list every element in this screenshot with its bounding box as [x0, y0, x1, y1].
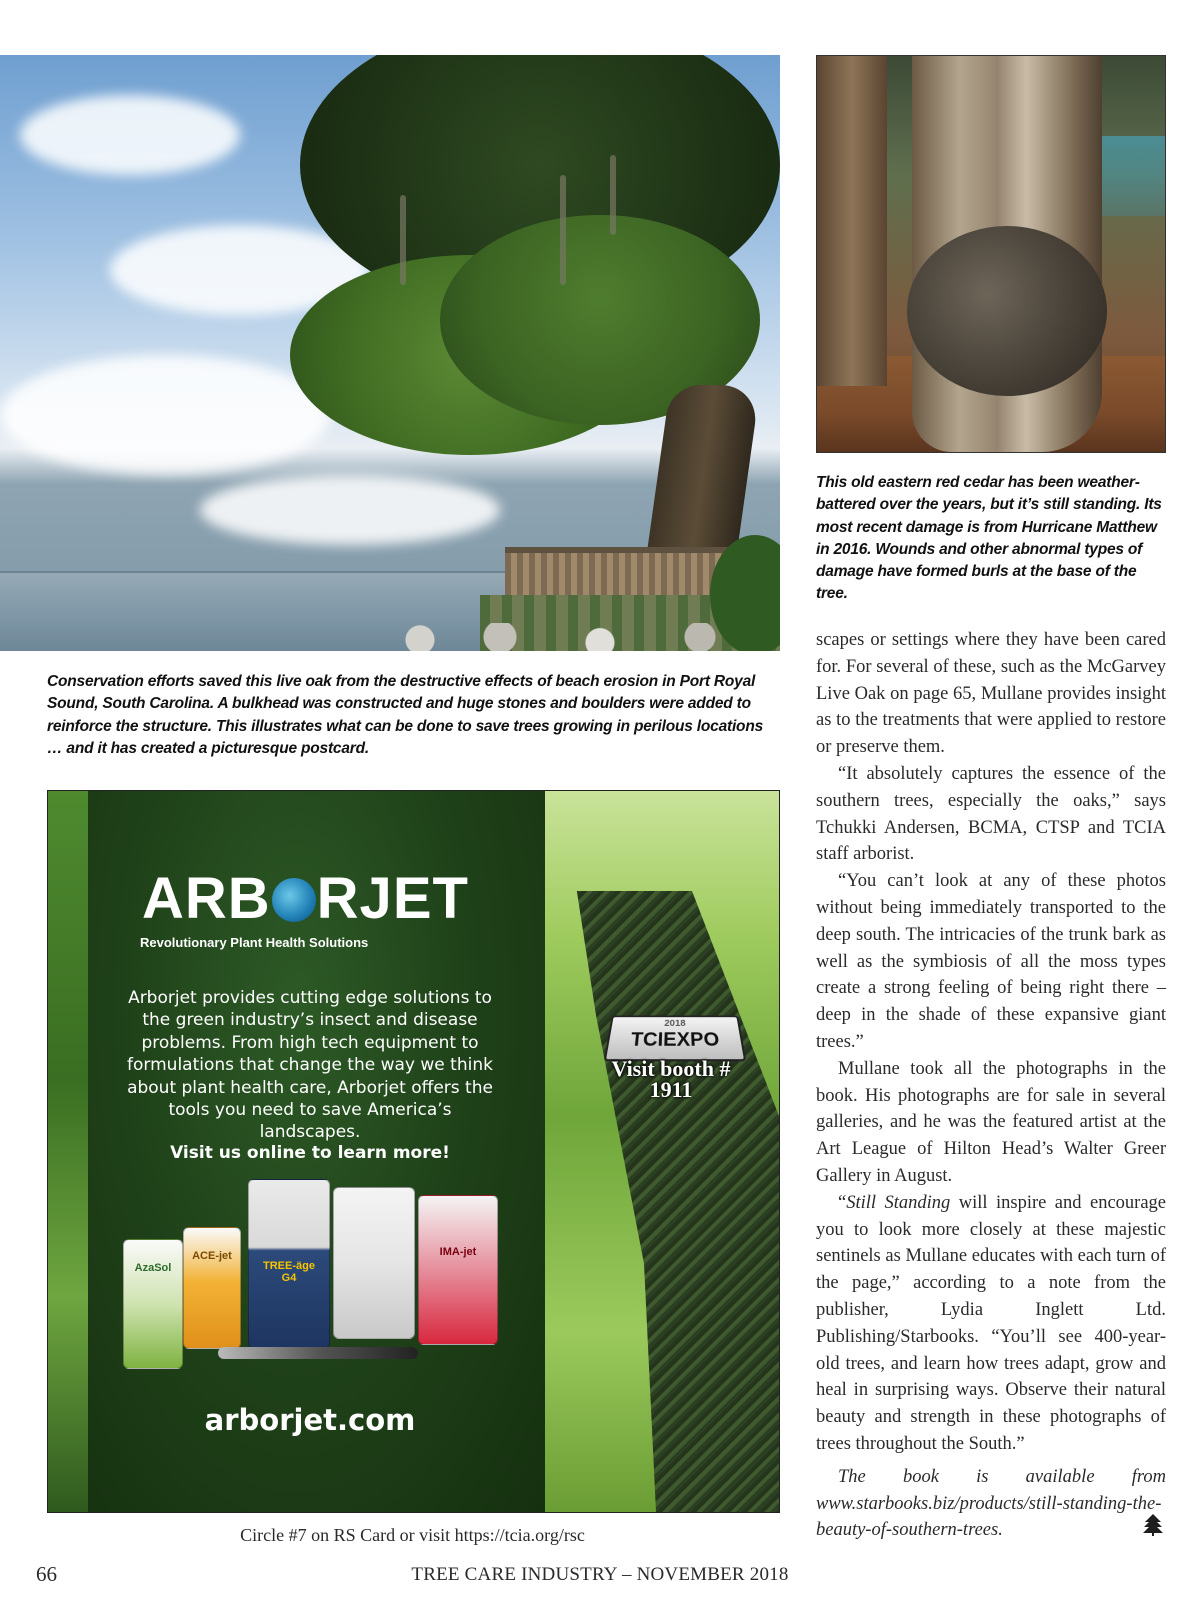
- article-paragraph: Mullane took all the photographs in the book. His photographs are for sale in several galleries, and he was the featured artist at the Art League of Hilton Head’s Walter Greer Gallery in August.: [816, 1058, 1166, 1186]
- red-cedar-photo: [816, 55, 1166, 453]
- ad-call-to-action: Visit us online to learn more!: [170, 1143, 450, 1163]
- article-body: [816, 627, 1166, 1458]
- cedar-photo-caption: This old eastern red cedar has been weather-battered over the years, but it’s still standing. Its most recent damage is from Hurricane Matthew in 2016. Wounds and other abnormal types of damage have formed burls at the base of the tree.: [816, 474, 1162, 603]
- page-number: 66: [36, 1562, 57, 1586]
- booth-callout: Visit booth # 1911: [611, 1056, 731, 1102]
- product-ace-jet: ACE-jet: [183, 1227, 241, 1349]
- article-paragraph: “It absolutely captures the essence of the southern trees, especially the oaks,” says Tchukki Andersen, BCMA, CTSP and TCIA staff arborist.: [816, 763, 1166, 865]
- product-white-bottle: [333, 1187, 415, 1339]
- live-oak-photo: [0, 55, 780, 651]
- oak-photo-caption: Conservation efforts saved this live oak from the destructive effects of beach erosion in Port Royal Sound, South Carolina. A bulkhead was constructed and huge stones and boulders were added to reinforce the structure. This illustrates what can be done to save trees growing in perilous locations … and it has created a picturesque postcard.: [47, 673, 764, 757]
- article-paragraph: “Still Standing will inspire and encourage you to look more closely at these majestic sentinels as Mullane educates with each turn of the page,” according to a note from the publisher, Lydia Inglett Ltd. Publishing/Starbooks. “You’ll see 400-year-old trees, and learn how trees adapt, grow and heal in surprising ways. Observe their natural beauty and strength in these photographs of trees throughout the South.”: [816, 1192, 1166, 1454]
- tree-end-mark-icon: [1142, 1513, 1164, 1537]
- ad-tagline: Revolutionary Plant Health Solutions: [140, 935, 369, 950]
- globe-icon: [272, 878, 316, 922]
- arborjet-logo: ARB RJET: [142, 866, 469, 931]
- reader-service-line: Circle #7 on RS Card or visit https://tcia.org/rsc: [240, 1525, 585, 1545]
- product-tree-age-bottle: TREE-äge G4: [248, 1179, 330, 1349]
- book-title: Still Standing: [846, 1192, 951, 1213]
- running-footer: TREE CARE INDUSTRY – NOVEMBER 2018: [411, 1564, 789, 1585]
- article-paragraph: “You can’t look at any of these photos without being immediately transported to the deep south. The intricacies of the trunk bark as well as the symbiosis of all the moss types create a strong feeling of being right there – deep in the shade of these expansive giant trees.”: [816, 871, 1166, 1052]
- ad-website[interactable]: arborjet.com: [204, 1403, 416, 1437]
- availability-note: The book is available from www.starbooks.biz/products/still-standing-the-beauty-of-southern-trees.: [816, 1467, 1166, 1540]
- article-paragraph: scapes or settings where they have been cared for. For several of these, such as the McGarvey Live Oak on page 65, Mullane provides insight as to the treatments that were applied to restore or preserve them.: [816, 630, 1166, 758]
- ad-description: Arborjet provides cutting edge solutions to the green industry’s insect and disease problems. From high tech equipment to formulations that change the way we think about plant health care, Arborjet offers the tools you need to save America’s landscapes.: [127, 988, 493, 1143]
- injector-tool: [218, 1347, 418, 1359]
- product-ima-jet-bottle: IMA-jet: [418, 1195, 498, 1345]
- tci-expo-logo: 2018 TCIEXPO: [604, 1016, 747, 1062]
- arborjet-advertisement[interactable]: [47, 790, 780, 1513]
- product-azasol: AzaSol: [123, 1239, 183, 1369]
